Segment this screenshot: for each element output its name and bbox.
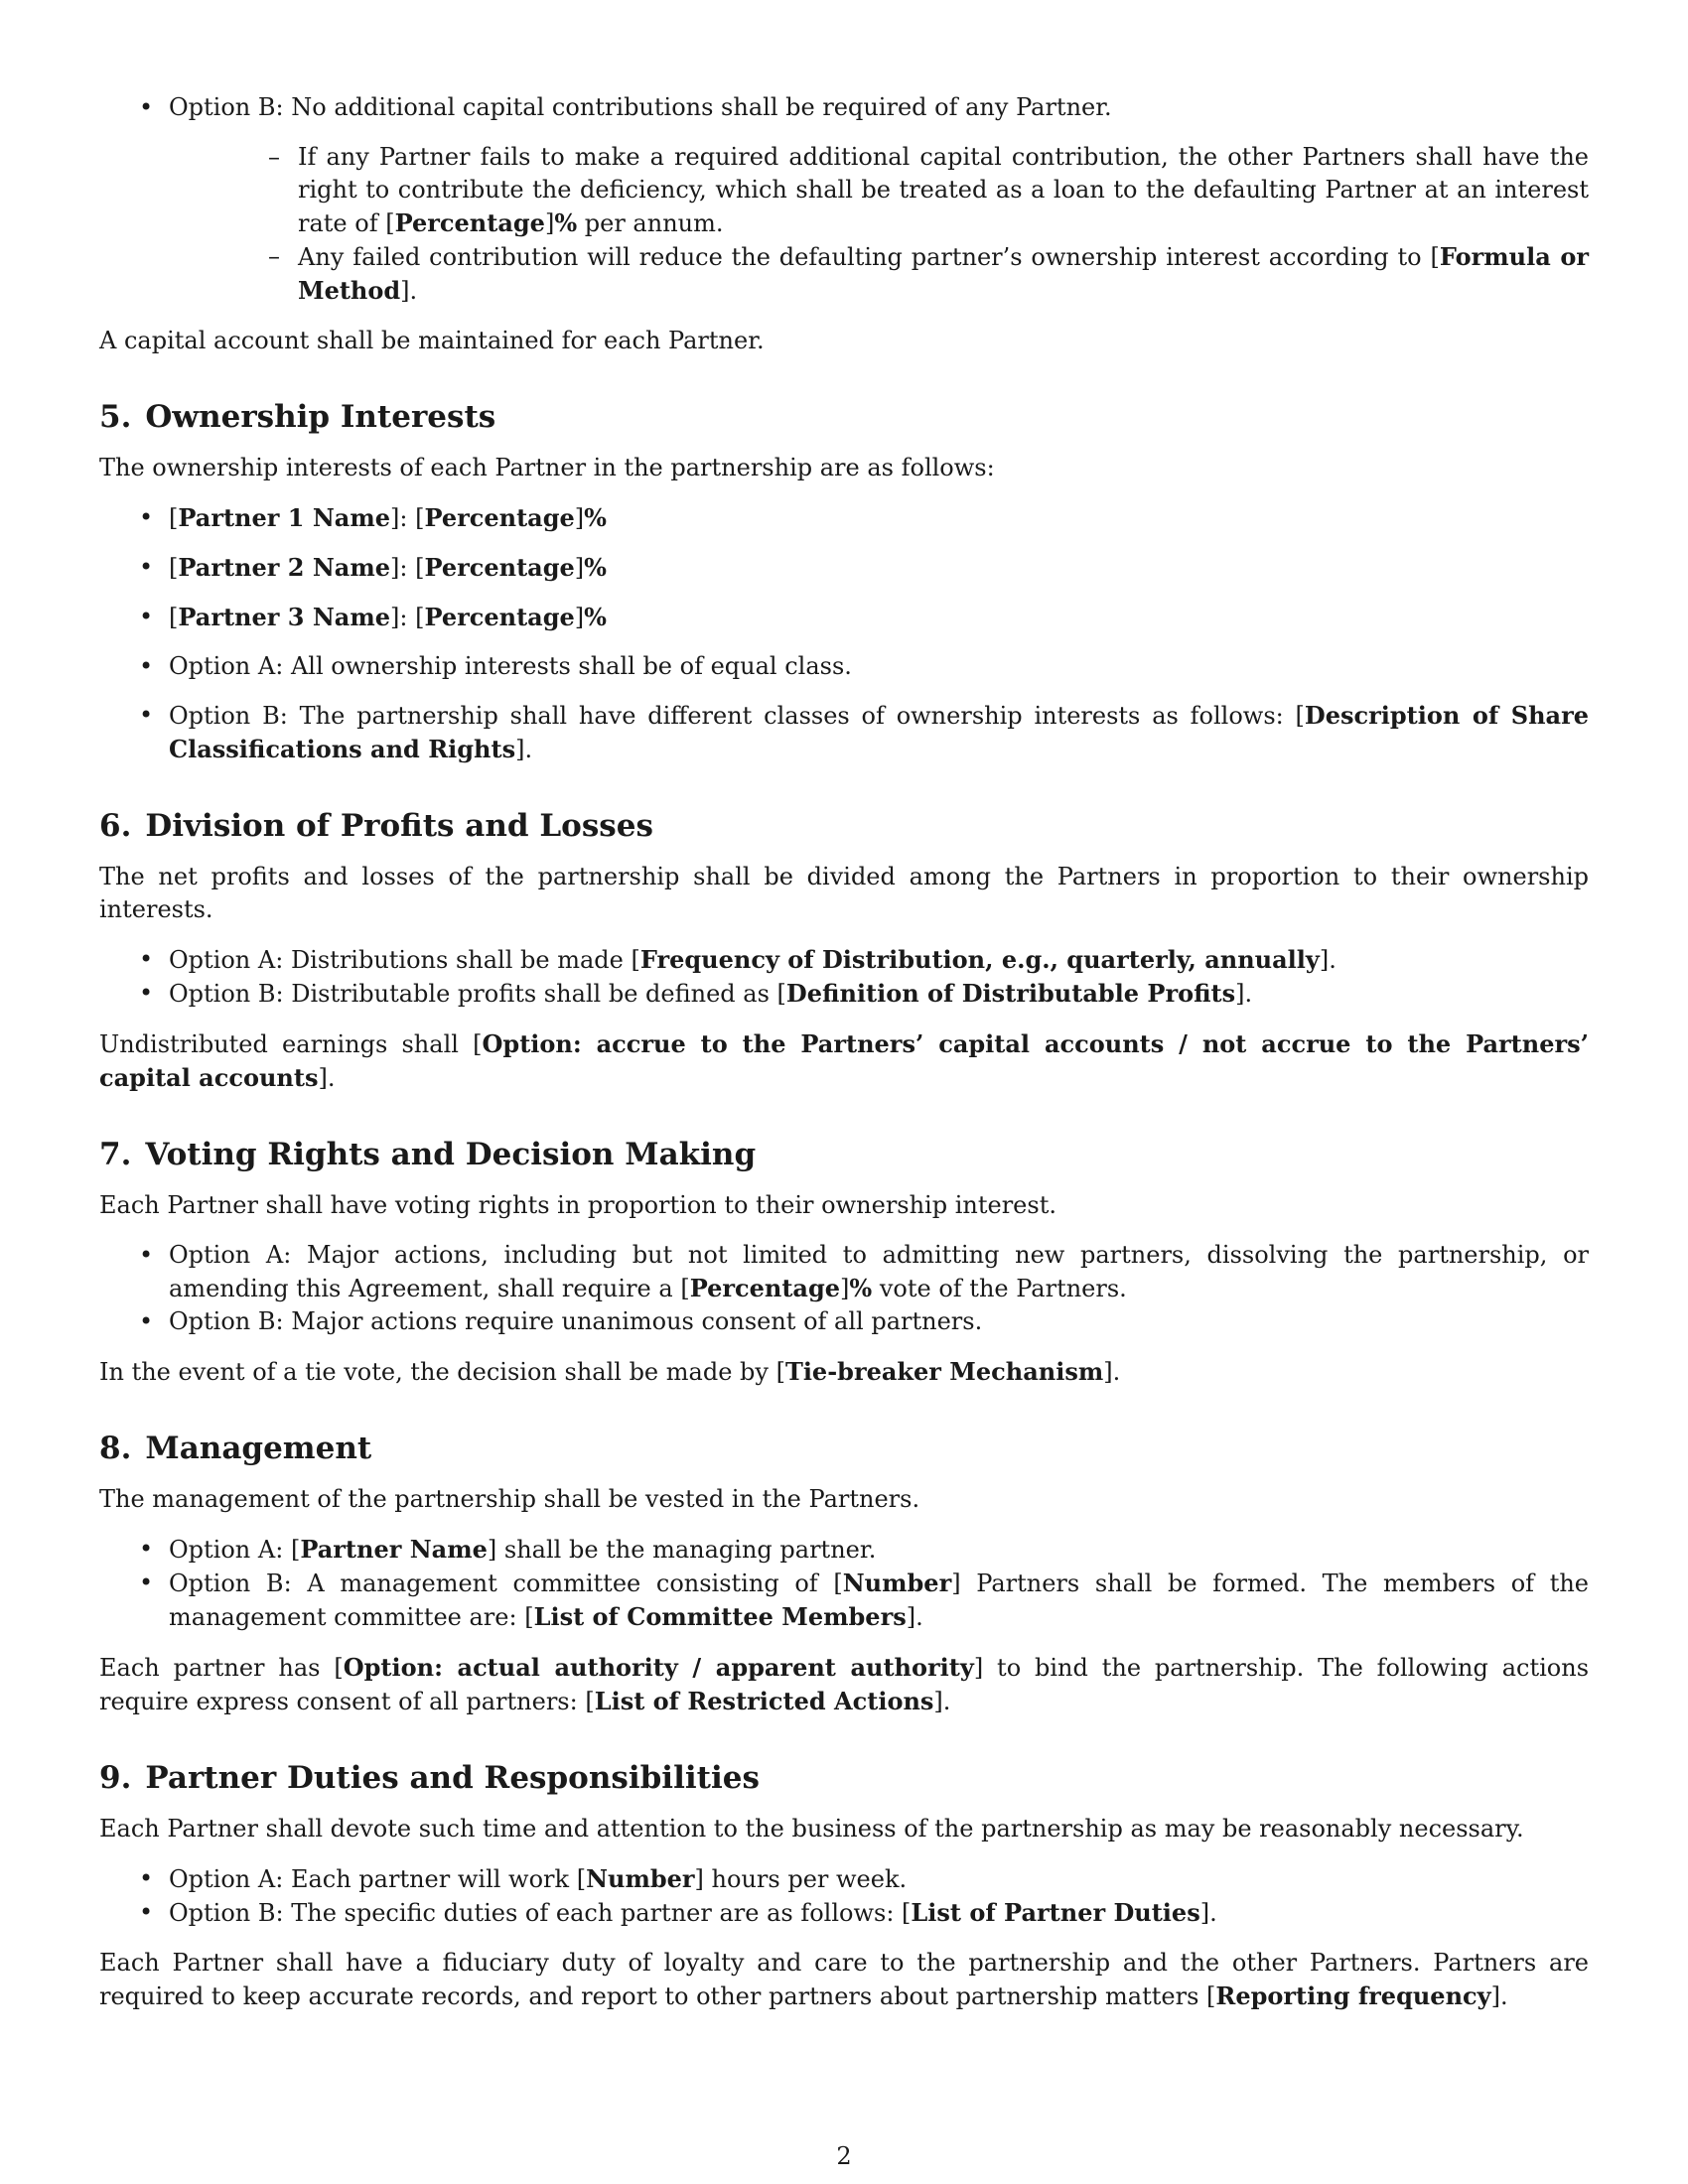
section-9-intro: Each Partner shall devote such time and attention to the business of the partnership as may be reasonably necessary. bbox=[99, 1815, 1524, 1843]
section-5-intro: The ownership interests of each Partner in the partnership are as follows: bbox=[99, 454, 995, 481]
partner-3-item: • [Partner 3 Name]: [Percentage]% bbox=[99, 601, 1589, 634]
section-heading-5: 5. Ownership Interests bbox=[99, 399, 496, 435]
list-item: • Option B: Major actions require unanimous consent of all partners. bbox=[99, 1305, 1589, 1338]
list-item: • Option A: Each partner will work [Number] hours per week. bbox=[99, 1862, 1589, 1896]
list-item: • Option B: Distributable profits shall be defined as [Definition of Distributable Profits]. bbox=[99, 977, 1589, 1011]
list-item: • Option A: Distributions shall be made [Frequency of Distribution, e.g., quarterly, annually]. bbox=[99, 943, 1589, 977]
list-item: • Option B: The partnership shall have different classes of ownership interests as follows: [Description of Share Classifications and Rights]. bbox=[99, 699, 1589, 766]
section-6-intro: The net profits and losses of the partnership shall be divided among the Partners in proportion to their ownership interests. bbox=[99, 863, 1589, 923]
capital-options-list bbox=[99, 91, 1589, 308]
section-heading-7: 7. Voting Rights and Decision Making bbox=[99, 1137, 757, 1172]
list-item: • Option B: The specific duties of each partner are as follows: [List of Partner Duties]. bbox=[99, 1896, 1589, 1930]
fiduciary-paragraph: Each Partner shall have a fiduciary duty of loyalty and care to the partnership and the other Partners. Partners are required to keep accurate records, and report to other partners about partnership matters [Reporting frequency]. bbox=[99, 1949, 1589, 2010]
capital-account-paragraph: A capital account shall be maintained for each Partner. bbox=[99, 327, 765, 354]
profits-options-list bbox=[99, 943, 1589, 1011]
page-number: 2 bbox=[836, 2142, 852, 2170]
partner-2-item: • [Partner 2 Name]: [Percentage]% bbox=[99, 551, 1589, 585]
voting-options-list bbox=[99, 1239, 1589, 1338]
section-heading-6: 6. Division of Profits and Losses bbox=[99, 808, 653, 844]
partner-1-item: • [Partner 1 Name]: [Percentage]% bbox=[99, 501, 1589, 535]
list-item: • Option B: A management committee consisting of [Number] Partners shall be formed. The members of the management committee are: [List of Committee Members]. bbox=[99, 1567, 1589, 1634]
tie-vote-paragraph: In the event of a tie vote, the decision shall be made by [Tie-breaker Mechanism]. bbox=[99, 1357, 1121, 1386]
duties-options-list bbox=[99, 1862, 1589, 1930]
list-item: • Option B: No additional capital contributions shall be required of any Partner. – If any Partner fails to make a required additional capital contribution, the other Partners shall have the right to contribute the deficiency, which shall be treated as a loan to the defaulting Partner at an interest rate of [Percentage]% per annum. – Any failed contribution will reduce the defaulting partner’s ownership interest according to [Formula or Method]. bbox=[99, 91, 1589, 308]
list-item: • Option A: Major actions, including but not limited to admitting new partners, dissolving the partnership, or amending this Agreement, shall require a [Percentage]% vote of the Partners. bbox=[99, 1239, 1589, 1305]
management-options-list bbox=[99, 1533, 1589, 1634]
section-heading-8: 8. Management bbox=[99, 1431, 372, 1466]
list-item: – Any failed contribution will reduce the defaulting partner’s ownership interest according to [Formula or Method]. bbox=[169, 240, 1589, 308]
ownership-list bbox=[99, 501, 1589, 766]
section-7-intro: Each Partner shall have voting rights in proportion to their ownership interest. bbox=[99, 1191, 1056, 1219]
list-item: • Option A: All ownership interests shall be of equal class. bbox=[99, 650, 1589, 683]
capital-sub-list bbox=[169, 141, 1589, 308]
section-heading-9: 9. Partner Duties and Responsibilities bbox=[99, 1760, 760, 1796]
authority-paragraph: Each partner has [Option: actual authority / apparent authority] to bind the partnership. The following actions require express consent of all partners: [List of Restricted Actions]. bbox=[99, 1653, 1590, 1715]
list-item: – If any Partner fails to make a required additional capital contribution, the other Partners shall have the right to contribute the deficiency, which shall be treated as a loan to the defaulting Partner at an interest rate of [Percentage]% per annum. bbox=[169, 141, 1589, 240]
list-item: • Option A: [Partner Name] shall be the managing partner. bbox=[99, 1533, 1589, 1567]
undistributed-paragraph: Undistributed earnings shall [Option: accrue to the Partners’ capital accounts / not accrue to the Partners’ capital accounts]. bbox=[99, 1029, 1589, 1092]
section-8-intro: The management of the partnership shall be vested in the Partners. bbox=[99, 1485, 920, 1513]
document-page bbox=[99, 91, 1589, 2013]
